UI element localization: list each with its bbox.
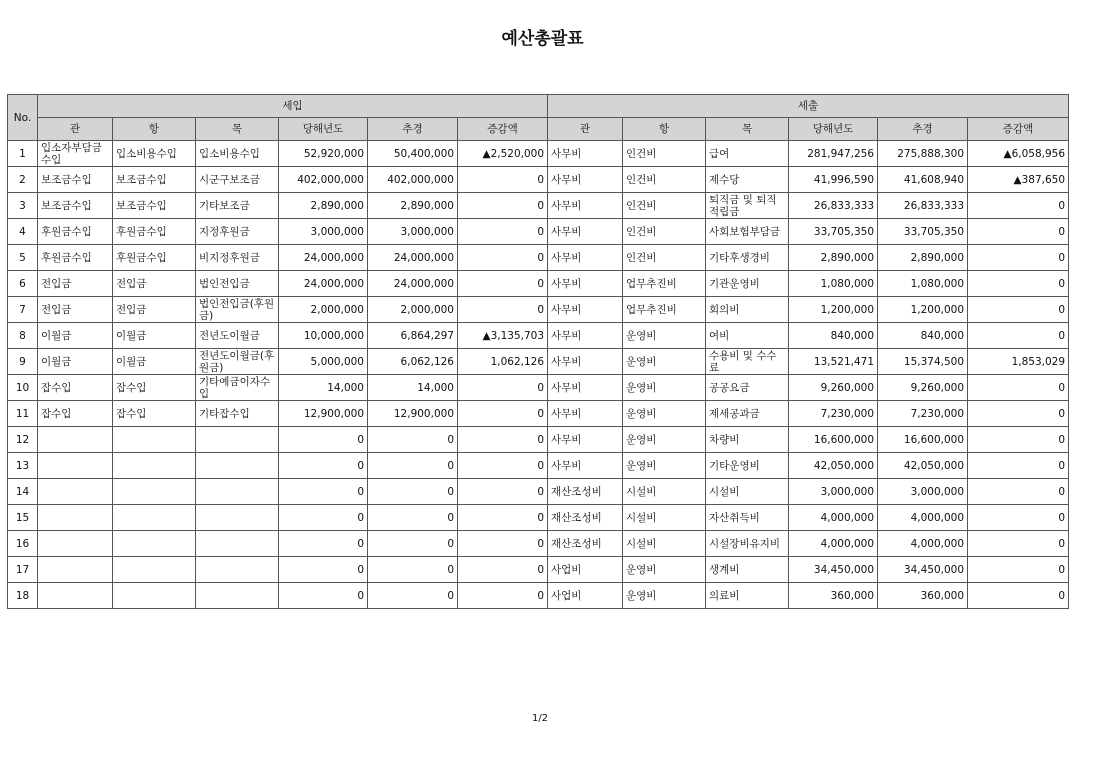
income-hang-cell: 전입금 — [113, 297, 196, 323]
income-current-year-cell: 24,000,000 — [279, 245, 368, 271]
income-current-year-cell: 52,920,000 — [279, 141, 368, 167]
expense-gwan-cell: 사무비 — [548, 323, 623, 349]
income-hang-cell: 보조금수입 — [113, 167, 196, 193]
row-no-cell: 3 — [8, 193, 38, 219]
expense-current-year-cell: 840,000 — [789, 323, 878, 349]
row-no-cell: 1 — [8, 141, 38, 167]
expense-supplementary-cell: 3,000,000 — [878, 479, 968, 505]
income-gwan-cell — [38, 427, 113, 453]
income-gwan-cell: 보조금수입 — [38, 193, 113, 219]
income-supplementary-cell: 14,000 — [368, 375, 458, 401]
expense-supplementary-cell: 15,374,500 — [878, 349, 968, 375]
row-no-cell: 6 — [8, 271, 38, 297]
expense-hang-cell: 인건비 — [623, 141, 706, 167]
expense-mok-cell: 제수당 — [706, 167, 789, 193]
expense-supplementary-cell: 9,260,000 — [878, 375, 968, 401]
expense-mok-cell: 여비 — [706, 323, 789, 349]
income-gwan-cell — [38, 479, 113, 505]
row-no-cell: 15 — [8, 505, 38, 531]
expense-supplementary-cell: 1,200,000 — [878, 297, 968, 323]
row-no-cell: 10 — [8, 375, 38, 401]
budget-summary-table — [7, 94, 1069, 609]
income-difference-cell: 0 — [458, 427, 548, 453]
income-mok-cell: 법인전입금 — [196, 271, 279, 297]
expense-current-year-cell: 26,833,333 — [789, 193, 878, 219]
expense-mok-cell: 제세공과금 — [706, 401, 789, 427]
income-current-year-cell: 12,900,000 — [279, 401, 368, 427]
income-gwan-cell: 후원금수입 — [38, 219, 113, 245]
income-supplementary-cell: 6,864,297 — [368, 323, 458, 349]
expense-difference-cell: 0 — [968, 297, 1069, 323]
row-no-cell: 4 — [8, 219, 38, 245]
row-no-cell: 9 — [8, 349, 38, 375]
income-mok-cell: 전년도이월금 — [196, 323, 279, 349]
expense-mok-cell: 기타운영비 — [706, 453, 789, 479]
income-mok-cell: 입소비용수입 — [196, 141, 279, 167]
income-mok-cell: 전년도이월금(후원금) — [196, 349, 279, 375]
row-no-cell: 8 — [8, 323, 38, 349]
table-row — [8, 219, 1069, 245]
income-current-year-cell: 14,000 — [279, 375, 368, 401]
income-supplementary-cell: 50,400,000 — [368, 141, 458, 167]
expense-current-year-cell: 41,996,590 — [789, 167, 878, 193]
table-row — [8, 323, 1069, 349]
income-mok-cell — [196, 453, 279, 479]
income-hang-cell: 전입금 — [113, 271, 196, 297]
page-number: 1/2 — [531, 713, 549, 724]
expense-mok-cell: 공공요금 — [706, 375, 789, 401]
expense-difference-cell: 0 — [968, 427, 1069, 453]
expense-gwan-cell: 사무비 — [548, 375, 623, 401]
income-supplementary-cell: 0 — [368, 531, 458, 557]
expense-gwan-cell: 사무비 — [548, 401, 623, 427]
expense-current-year-cell: 34,450,000 — [789, 557, 878, 583]
income-difference-cell: ▲2,520,000 — [458, 141, 548, 167]
income-difference-cell: 0 — [458, 219, 548, 245]
income-hang-cell: 이월금 — [113, 323, 196, 349]
income-difference-cell: 0 — [458, 167, 548, 193]
income-supplementary-cell: 0 — [368, 505, 458, 531]
expense-difference-cell: 0 — [968, 583, 1069, 609]
expense-mok-cell: 기관운영비 — [706, 271, 789, 297]
income-current-year-cell: 402,000,000 — [279, 167, 368, 193]
income-gwan-cell: 이월금 — [38, 349, 113, 375]
expense-mok-cell: 생계비 — [706, 557, 789, 583]
income-mok-cell — [196, 531, 279, 557]
expense-mok-cell: 기타후생경비 — [706, 245, 789, 271]
table-header — [8, 95, 1069, 141]
income-difference-cell: 1,062,126 — [458, 349, 548, 375]
income-hang-cell: 잡수입 — [113, 375, 196, 401]
income-supplementary-cell: 2,890,000 — [368, 193, 458, 219]
expense-hang-cell: 인건비 — [623, 167, 706, 193]
header-income-difference: 증감액 — [458, 118, 548, 141]
expense-current-year-cell: 1,080,000 — [789, 271, 878, 297]
income-gwan-cell — [38, 557, 113, 583]
income-hang-cell — [113, 505, 196, 531]
row-no-cell: 5 — [8, 245, 38, 271]
expense-hang-cell: 운영비 — [623, 427, 706, 453]
income-gwan-cell: 입소자부담금수입 — [38, 141, 113, 167]
expense-current-year-cell: 7,230,000 — [789, 401, 878, 427]
income-gwan-cell: 후원금수입 — [38, 245, 113, 271]
expense-hang-cell: 인건비 — [623, 219, 706, 245]
expense-mok-cell: 회의비 — [706, 297, 789, 323]
income-supplementary-cell: 0 — [368, 583, 458, 609]
income-difference-cell: 0 — [458, 557, 548, 583]
expense-hang-cell: 시설비 — [623, 531, 706, 557]
income-mok-cell — [196, 557, 279, 583]
expense-difference-cell: 0 — [968, 505, 1069, 531]
table-row — [8, 349, 1069, 375]
expense-gwan-cell: 사무비 — [548, 245, 623, 271]
row-no-cell: 18 — [8, 583, 38, 609]
expense-difference-cell: 0 — [968, 531, 1069, 557]
table-row — [8, 531, 1069, 557]
header-income-current-year: 당해년도 — [279, 118, 368, 141]
income-supplementary-cell: 0 — [368, 557, 458, 583]
row-no-cell: 13 — [8, 453, 38, 479]
expense-gwan-cell: 사무비 — [548, 167, 623, 193]
expense-gwan-cell: 재산조성비 — [548, 479, 623, 505]
income-gwan-cell — [38, 453, 113, 479]
income-supplementary-cell: 402,000,000 — [368, 167, 458, 193]
header-income: 세입 — [38, 95, 548, 118]
expense-hang-cell: 운영비 — [623, 349, 706, 375]
expense-mok-cell: 차량비 — [706, 427, 789, 453]
income-gwan-cell — [38, 583, 113, 609]
expense-mok-cell: 시설장비유지비 — [706, 531, 789, 557]
expense-mok-cell: 의료비 — [706, 583, 789, 609]
expense-hang-cell: 업무추진비 — [623, 297, 706, 323]
expense-gwan-cell: 재산조성비 — [548, 531, 623, 557]
header-expense: 세출 — [548, 95, 1069, 118]
income-mok-cell: 법인전입금(후원금) — [196, 297, 279, 323]
expense-current-year-cell: 33,705,350 — [789, 219, 878, 245]
row-no-cell: 16 — [8, 531, 38, 557]
expense-supplementary-cell: 840,000 — [878, 323, 968, 349]
income-hang-cell: 잡수입 — [113, 401, 196, 427]
table-row — [8, 193, 1069, 219]
income-current-year-cell: 24,000,000 — [279, 271, 368, 297]
expense-current-year-cell: 360,000 — [789, 583, 878, 609]
expense-hang-cell: 운영비 — [623, 323, 706, 349]
expense-supplementary-cell: 2,890,000 — [878, 245, 968, 271]
expense-current-year-cell: 42,050,000 — [789, 453, 878, 479]
income-current-year-cell: 5,000,000 — [279, 349, 368, 375]
expense-current-year-cell: 1,200,000 — [789, 297, 878, 323]
expense-hang-cell: 운영비 — [623, 375, 706, 401]
table-row — [8, 557, 1069, 583]
income-mok-cell — [196, 505, 279, 531]
expense-current-year-cell: 13,521,471 — [789, 349, 878, 375]
expense-supplementary-cell: 360,000 — [878, 583, 968, 609]
header-expense-current-year: 당해년도 — [789, 118, 878, 141]
expense-current-year-cell: 9,260,000 — [789, 375, 878, 401]
income-gwan-cell — [38, 531, 113, 557]
expense-gwan-cell: 사무비 — [548, 427, 623, 453]
income-difference-cell: 0 — [458, 583, 548, 609]
table-row — [8, 375, 1069, 401]
income-difference-cell: 0 — [458, 245, 548, 271]
income-mok-cell — [196, 583, 279, 609]
expense-gwan-cell: 재산조성비 — [548, 505, 623, 531]
expense-supplementary-cell: 7,230,000 — [878, 401, 968, 427]
income-difference-cell: 0 — [458, 531, 548, 557]
income-supplementary-cell: 0 — [368, 427, 458, 453]
table-row — [8, 505, 1069, 531]
income-supplementary-cell: 2,000,000 — [368, 297, 458, 323]
header-income-gwan: 관 — [38, 118, 113, 141]
header-no: No. — [8, 95, 38, 141]
expense-hang-cell: 시설비 — [623, 479, 706, 505]
income-difference-cell: 0 — [458, 479, 548, 505]
table-row — [8, 271, 1069, 297]
table-row — [8, 479, 1069, 505]
income-difference-cell: ▲3,135,703 — [458, 323, 548, 349]
expense-mok-cell: 퇴직금 및 퇴직적립금 — [706, 193, 789, 219]
expense-current-year-cell: 2,890,000 — [789, 245, 878, 271]
income-current-year-cell: 0 — [279, 479, 368, 505]
income-current-year-cell: 3,000,000 — [279, 219, 368, 245]
income-supplementary-cell: 24,000,000 — [368, 271, 458, 297]
income-difference-cell: 0 — [458, 193, 548, 219]
table-row — [8, 401, 1069, 427]
expense-mok-cell: 급여 — [706, 141, 789, 167]
income-mok-cell: 지정후원금 — [196, 219, 279, 245]
expense-current-year-cell: 4,000,000 — [789, 531, 878, 557]
income-current-year-cell: 2,890,000 — [279, 193, 368, 219]
expense-supplementary-cell: 16,600,000 — [878, 427, 968, 453]
income-hang-cell — [113, 427, 196, 453]
income-current-year-cell: 0 — [279, 453, 368, 479]
income-mok-cell — [196, 427, 279, 453]
expense-difference-cell: 0 — [968, 193, 1069, 219]
income-difference-cell: 0 — [458, 505, 548, 531]
income-gwan-cell: 전입금 — [38, 271, 113, 297]
expense-supplementary-cell: 34,450,000 — [878, 557, 968, 583]
income-gwan-cell: 이월금 — [38, 323, 113, 349]
header-expense-supplementary: 추경 — [878, 118, 968, 141]
expense-supplementary-cell: 1,080,000 — [878, 271, 968, 297]
income-hang-cell — [113, 479, 196, 505]
expense-difference-cell: 0 — [968, 271, 1069, 297]
expense-gwan-cell: 사업비 — [548, 557, 623, 583]
expense-hang-cell: 시설비 — [623, 505, 706, 531]
income-current-year-cell: 2,000,000 — [279, 297, 368, 323]
income-hang-cell: 이월금 — [113, 349, 196, 375]
header-income-supplementary: 추경 — [368, 118, 458, 141]
expense-hang-cell: 인건비 — [623, 193, 706, 219]
expense-gwan-cell: 사무비 — [548, 141, 623, 167]
expense-gwan-cell: 사무비 — [548, 219, 623, 245]
income-supplementary-cell: 6,062,126 — [368, 349, 458, 375]
expense-current-year-cell: 3,000,000 — [789, 479, 878, 505]
expense-difference-cell: 0 — [968, 323, 1069, 349]
expense-current-year-cell: 16,600,000 — [789, 427, 878, 453]
expense-difference-cell: 1,853,029 — [968, 349, 1069, 375]
expense-difference-cell: 0 — [968, 557, 1069, 583]
income-hang-cell — [113, 453, 196, 479]
income-mok-cell: 시군구보조금 — [196, 167, 279, 193]
header-expense-gwan: 관 — [548, 118, 623, 141]
expense-gwan-cell: 사무비 — [548, 193, 623, 219]
income-gwan-cell: 전입금 — [38, 297, 113, 323]
table-row — [8, 453, 1069, 479]
expense-difference-cell: ▲387,650 — [968, 167, 1069, 193]
income-hang-cell — [113, 583, 196, 609]
expense-supplementary-cell: 4,000,000 — [878, 531, 968, 557]
income-current-year-cell: 0 — [279, 531, 368, 557]
expense-supplementary-cell: 4,000,000 — [878, 505, 968, 531]
table-row — [8, 245, 1069, 271]
row-no-cell: 17 — [8, 557, 38, 583]
expense-hang-cell: 운영비 — [623, 583, 706, 609]
expense-gwan-cell: 사무비 — [548, 453, 623, 479]
expense-gwan-cell: 사업비 — [548, 583, 623, 609]
expense-hang-cell: 운영비 — [623, 401, 706, 427]
income-mok-cell: 비지정후원금 — [196, 245, 279, 271]
expense-supplementary-cell: 275,888,300 — [878, 141, 968, 167]
table-row — [8, 167, 1069, 193]
header-expense-mok: 목 — [706, 118, 789, 141]
income-supplementary-cell: 0 — [368, 479, 458, 505]
income-gwan-cell: 보조금수입 — [38, 167, 113, 193]
table-row — [8, 583, 1069, 609]
expense-current-year-cell: 281,947,256 — [789, 141, 878, 167]
expense-difference-cell: 0 — [968, 219, 1069, 245]
expense-difference-cell: 0 — [968, 401, 1069, 427]
row-no-cell: 12 — [8, 427, 38, 453]
expense-current-year-cell: 4,000,000 — [789, 505, 878, 531]
income-gwan-cell: 잡수입 — [38, 375, 113, 401]
row-no-cell: 14 — [8, 479, 38, 505]
page-title: 예산총괄표 — [501, 29, 584, 49]
expense-mok-cell: 사회보험부담금 — [706, 219, 789, 245]
header-expense-difference: 증감액 — [968, 118, 1069, 141]
income-supplementary-cell: 0 — [368, 453, 458, 479]
income-gwan-cell — [38, 505, 113, 531]
expense-supplementary-cell: 42,050,000 — [878, 453, 968, 479]
income-hang-cell — [113, 531, 196, 557]
expense-hang-cell: 운영비 — [623, 453, 706, 479]
income-current-year-cell: 0 — [279, 557, 368, 583]
income-current-year-cell: 0 — [279, 583, 368, 609]
income-mok-cell: 기타예금이자수입 — [196, 375, 279, 401]
income-current-year-cell: 0 — [279, 505, 368, 531]
income-supplementary-cell: 24,000,000 — [368, 245, 458, 271]
expense-gwan-cell: 사무비 — [548, 297, 623, 323]
expense-mok-cell: 시설비 — [706, 479, 789, 505]
row-no-cell: 11 — [8, 401, 38, 427]
expense-hang-cell: 인건비 — [623, 245, 706, 271]
income-current-year-cell: 0 — [279, 427, 368, 453]
income-difference-cell: 0 — [458, 297, 548, 323]
row-no-cell: 2 — [8, 167, 38, 193]
expense-hang-cell: 업무추진비 — [623, 271, 706, 297]
income-hang-cell: 후원금수입 — [113, 245, 196, 271]
table-body — [8, 141, 1069, 609]
expense-supplementary-cell: 41,608,940 — [878, 167, 968, 193]
header-income-hang: 항 — [113, 118, 196, 141]
expense-supplementary-cell: 33,705,350 — [878, 219, 968, 245]
expense-gwan-cell: 사무비 — [548, 349, 623, 375]
income-difference-cell: 0 — [458, 375, 548, 401]
expense-difference-cell: 0 — [968, 375, 1069, 401]
table-row — [8, 297, 1069, 323]
income-mok-cell — [196, 479, 279, 505]
income-hang-cell — [113, 557, 196, 583]
income-current-year-cell: 10,000,000 — [279, 323, 368, 349]
income-difference-cell: 0 — [458, 453, 548, 479]
expense-hang-cell: 운영비 — [623, 557, 706, 583]
income-gwan-cell: 잡수입 — [38, 401, 113, 427]
expense-difference-cell: 0 — [968, 479, 1069, 505]
expense-gwan-cell: 사무비 — [548, 271, 623, 297]
table-row — [8, 427, 1069, 453]
table-row — [8, 141, 1069, 167]
header-income-mok: 목 — [196, 118, 279, 141]
income-mok-cell: 기타보조금 — [196, 193, 279, 219]
header-expense-hang: 항 — [623, 118, 706, 141]
income-hang-cell: 후원금수입 — [113, 219, 196, 245]
income-hang-cell: 보조금수입 — [113, 193, 196, 219]
income-hang-cell: 입소비용수입 — [113, 141, 196, 167]
row-no-cell: 7 — [8, 297, 38, 323]
income-supplementary-cell: 3,000,000 — [368, 219, 458, 245]
expense-difference-cell: ▲6,058,956 — [968, 141, 1069, 167]
expense-mok-cell: 자산취득비 — [706, 505, 789, 531]
expense-difference-cell: 0 — [968, 453, 1069, 479]
income-difference-cell: 0 — [458, 401, 548, 427]
income-mok-cell: 기타잡수입 — [196, 401, 279, 427]
income-difference-cell: 0 — [458, 271, 548, 297]
expense-difference-cell: 0 — [968, 245, 1069, 271]
expense-mok-cell: 수용비 및 수수료 — [706, 349, 789, 375]
expense-supplementary-cell: 26,833,333 — [878, 193, 968, 219]
income-supplementary-cell: 12,900,000 — [368, 401, 458, 427]
